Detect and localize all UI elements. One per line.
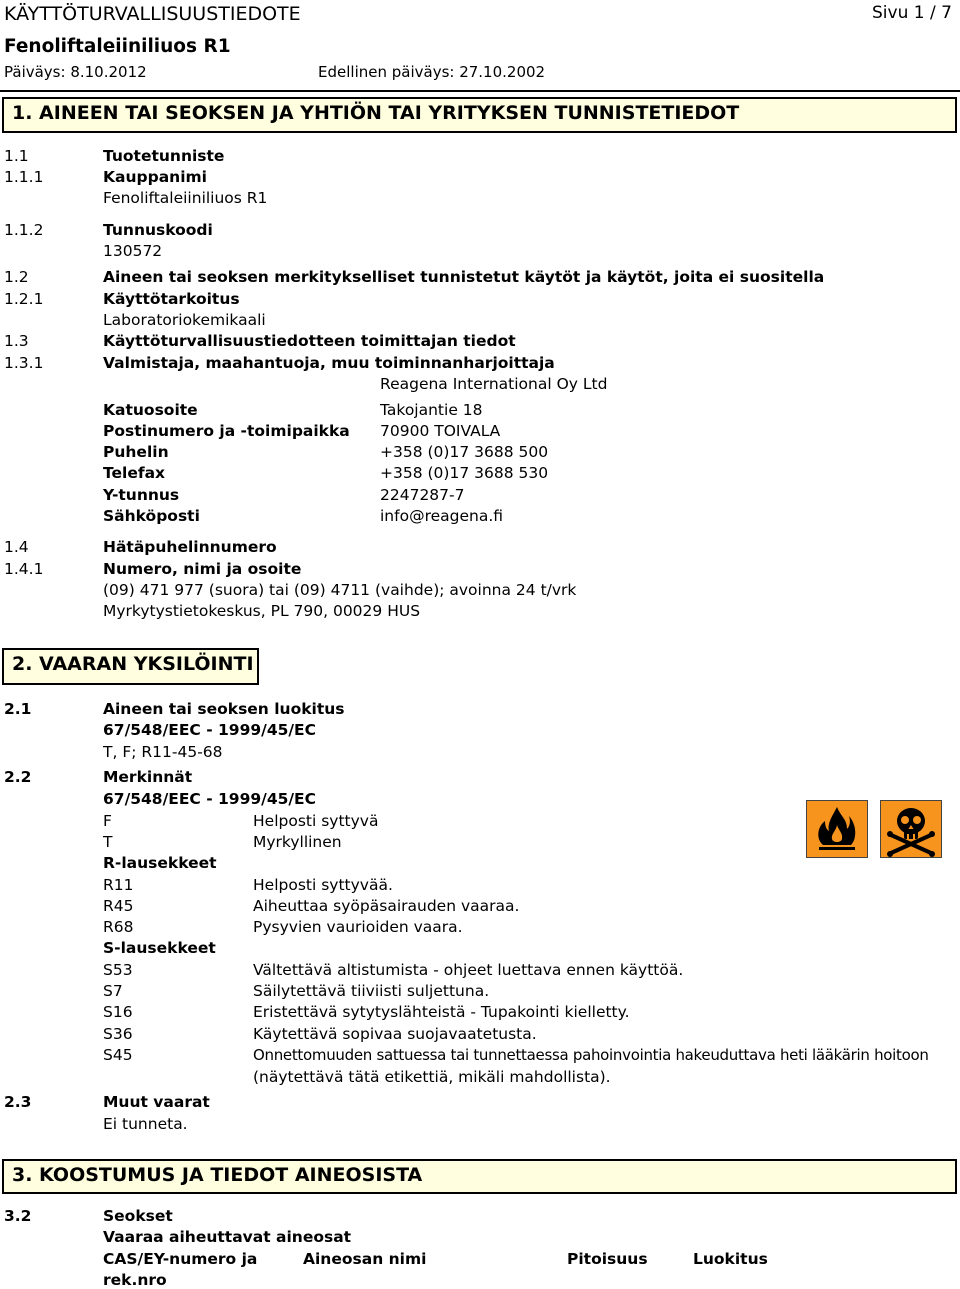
column-header: Aineosan nimi (303, 1250, 427, 1268)
company-name: Reagena International Oy Ltd (380, 375, 608, 393)
num-2-1: 2.1 (4, 700, 32, 718)
heading-mixtures: Seokset (103, 1207, 173, 1225)
num-2-3: 2.3 (4, 1093, 32, 1111)
num-1-2-1: 1.2.1 (4, 290, 44, 308)
heading-labelling: Merkinnät (103, 768, 193, 786)
column-header-continued: rek.nro (103, 1271, 167, 1289)
s-text: Eristettävä sytytyslähteistä - Tupakointi kielletty. (253, 1003, 630, 1021)
classification-value: T, F; R11-45-68 (103, 743, 223, 761)
contact-label: Katuosoite (103, 401, 198, 419)
num-3-2: 3.2 (4, 1207, 32, 1225)
contact-value: +358 (0)17 3688 530 (380, 464, 549, 482)
trade-name-value: Fenoliftaleiiniliuos R1 (103, 189, 268, 207)
heading-supplier: Käyttöturvallisuustiedotteen toimittajan tiedot (103, 332, 516, 350)
contact-value: Takojantie 18 (380, 401, 483, 419)
r-text: Helposti syttyvää. (253, 876, 393, 894)
s-code: S36 (103, 1025, 133, 1043)
other-hazards-value: Ei tunneta. (103, 1115, 188, 1133)
s-code: S16 (103, 1003, 133, 1021)
contact-label: Puhelin (103, 443, 169, 461)
column-header: Luokitus (693, 1250, 768, 1268)
num-1-3-1: 1.3.1 (4, 354, 44, 372)
r-code: R45 (103, 897, 134, 915)
section-2-title (2, 648, 259, 685)
s-text: Vältettävä altistumista - ohjeet luettava ennen käyttöä. (253, 961, 684, 979)
contact-email: info@reagena.fi (380, 507, 504, 525)
heading-product-code: Tunnuskoodi (103, 221, 213, 239)
previous-date: Edellinen päiväys: 27.10.2002 (318, 63, 546, 81)
num-1-3: 1.3 (4, 332, 29, 350)
contact-label: Y-tunnus (103, 486, 180, 504)
s-text-continued: (näytettävä tätä etikettiä, mikäli mahdollista). (253, 1068, 611, 1086)
heading-intended-use: Käyttötarkoitus (103, 290, 240, 308)
heading-other-hazards: Muut vaarat (103, 1093, 210, 1111)
column-header: CAS/EY-numero ja (103, 1250, 258, 1268)
skull-crossbones-icon (881, 801, 941, 857)
heading-r-phrases: R-lausekkeet (103, 854, 217, 872)
num-1-4: 1.4 (4, 538, 29, 556)
directive-2: 67/548/EEC - 1999/45/EC (103, 790, 317, 808)
hazardous-components-heading: Vaaraa aiheuttavat aineosat (103, 1228, 352, 1246)
num-1-1: 1.1 (4, 147, 29, 165)
header-divider (0, 90, 960, 92)
section-1-title-text: 1. AINEEN TAI SEOKSEN JA YHTIÖN TAI YRITYKSEN TUNNISTETIEDOT (12, 102, 740, 124)
column-header: Pitoisuus (567, 1250, 648, 1268)
num-1-2: 1.2 (4, 268, 29, 286)
s-code: S45 (103, 1046, 133, 1064)
s-text: Säilytettävä tiiviisti suljettuna. (253, 982, 490, 1000)
section-3-title-text: 3. KOOSTUMUS JA TIEDOT AINEOSISTA (12, 1164, 423, 1186)
heading-product-identifier: Tuotetunniste (103, 147, 225, 165)
section-1-title (2, 97, 957, 133)
date: Päiväys: 8.10.2012 (4, 63, 147, 81)
flammable-pictogram (806, 800, 868, 858)
heading-s-phrases: S-lausekkeet (103, 939, 216, 957)
emergency-number: (09) 471 977 (suora) tai (09) 4711 (vaihde); avoinna 24 t/vrk (103, 581, 577, 599)
product-name: Fenoliftaleiiniliuos R1 (4, 36, 231, 57)
heading-manufacturer: Valmistaja, maahantuoja, muu toiminnanharjoittaja (103, 354, 555, 372)
r-code: R68 (103, 918, 134, 936)
contact-value: 70900 TOIVALA (380, 422, 501, 440)
contact-label: Telefax (103, 464, 166, 482)
product-code-value: 130572 (103, 242, 163, 260)
r-text: Pysyvien vaurioiden vaara. (253, 918, 463, 936)
intended-use-value: Laboratoriokemikaali (103, 311, 266, 329)
r-text: Aiheuttaa syöpäsairauden vaaraa. (253, 897, 520, 915)
contact-value: 2247287-7 (380, 486, 465, 504)
heading-emergency: Hätäpuhelinnumero (103, 538, 277, 556)
num-1-1-1: 1.1.1 (4, 168, 44, 186)
contact-label: Postinumero ja -toimipaikka (103, 422, 350, 440)
r-code: R11 (103, 876, 134, 894)
contact-value: +358 (0)17 3688 500 (380, 443, 549, 461)
num-1-4-1: 1.4.1 (4, 560, 44, 578)
directive-1: 67/548/EEC - 1999/45/EC (103, 721, 317, 739)
contact-label: Sähköposti (103, 507, 200, 525)
heading-uses: Aineen tai seoksen merkitykselliset tunnistetut käytöt ja käytöt, joita ei suositella (103, 268, 825, 286)
s-text: Käytettävä sopivaa suojavaatetusta. (253, 1025, 537, 1043)
section-2-title-text: 2. VAARAN YKSILÖINTI (12, 653, 254, 675)
document-title: KÄYTTÖTURVALLISUUSTIEDOTE (4, 3, 301, 25)
symbol-text: Myrkyllinen (253, 833, 342, 851)
flame-icon (807, 801, 867, 857)
heading-classification: Aineen tai seoksen luokitus (103, 700, 345, 718)
heading-emergency-number: Numero, nimi ja osoite (103, 560, 302, 578)
s-text: Onnettomuuden sattuessa tai tunnettaessa pahoinvointia hakeuduttava heti lääkärin hoitoon (253, 1046, 929, 1064)
page-number: Sivu 1 / 7 (872, 3, 952, 23)
symbol-code: F (103, 812, 112, 830)
symbol-text: Helposti syttyvä (253, 812, 379, 830)
num-1-1-2: 1.1.2 (4, 221, 44, 239)
s-code: S53 (103, 961, 133, 979)
num-2-2: 2.2 (4, 768, 32, 786)
emergency-address: Myrkytystietokeskus, PL 790, 00029 HUS (103, 602, 421, 620)
section-3-title (2, 1159, 957, 1194)
symbol-code: T (103, 833, 113, 851)
toxic-pictogram (880, 800, 942, 858)
s-code: S7 (103, 982, 123, 1000)
heading-trade-name: Kauppanimi (103, 168, 207, 186)
